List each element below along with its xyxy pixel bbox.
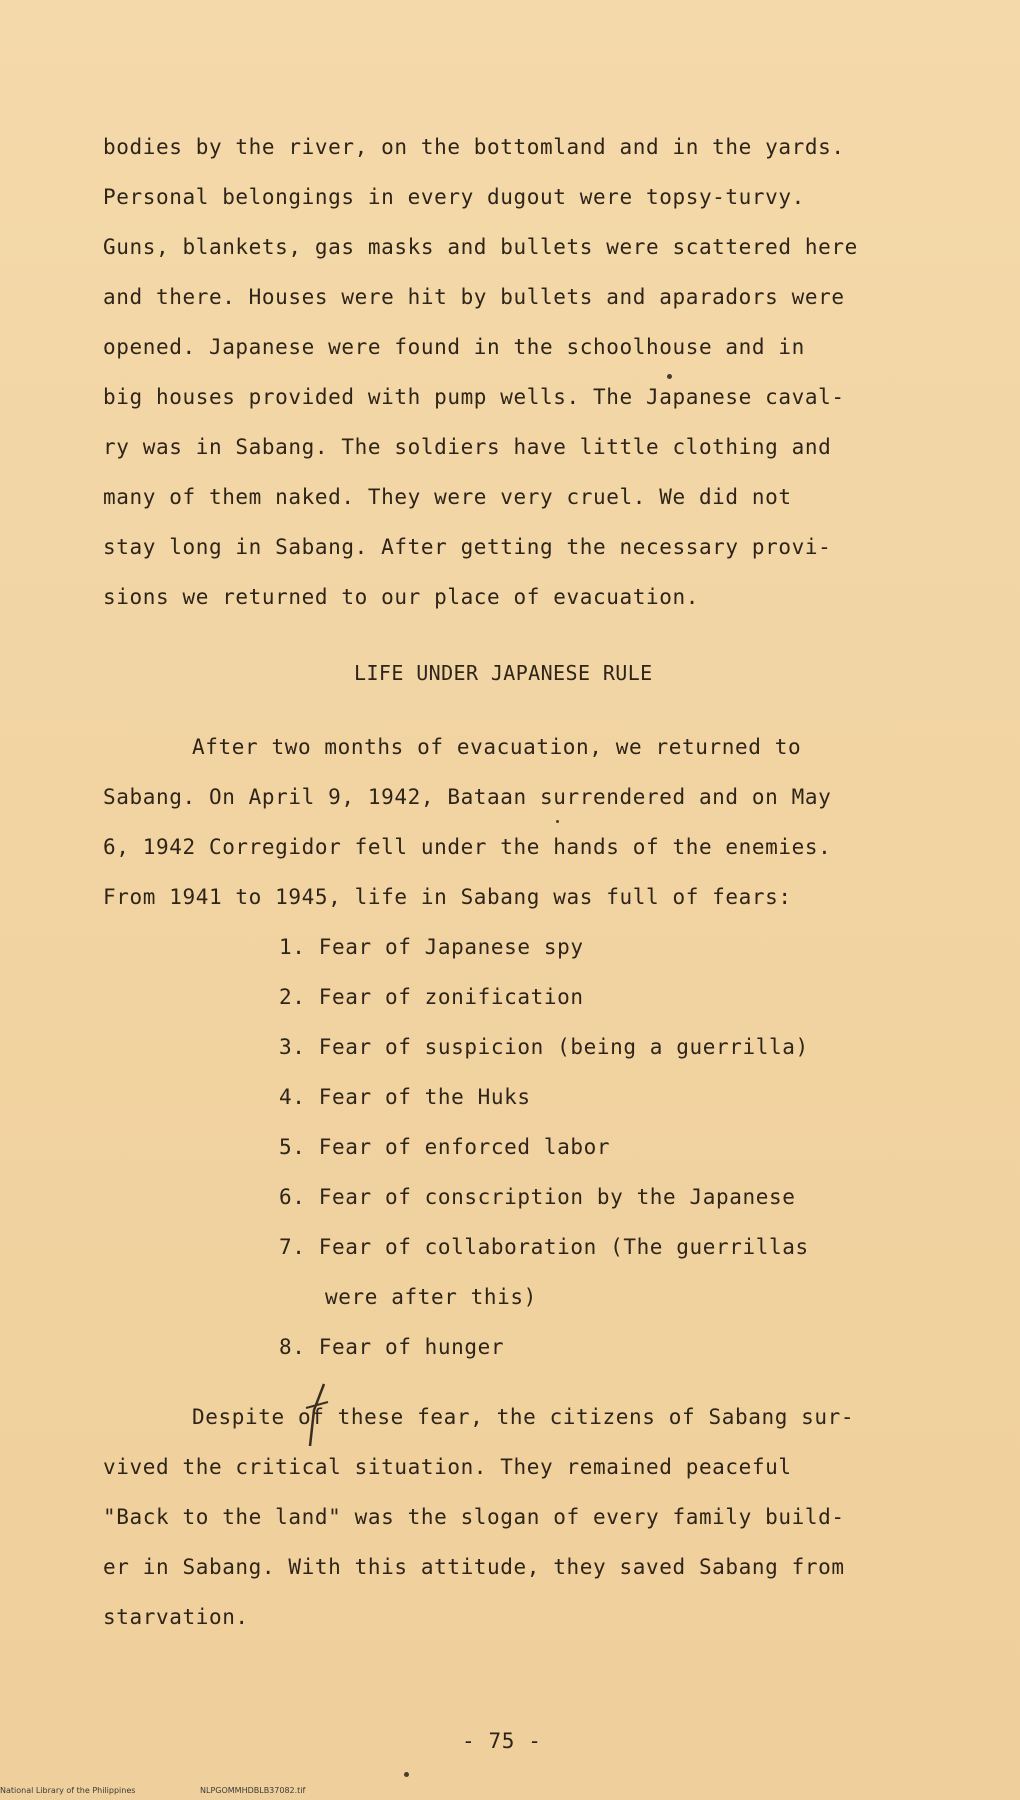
paragraph-3-line-2: vived the critical situation. They remained peaceful [103, 1455, 792, 1479]
ink-dot [667, 374, 672, 379]
paragraph-1-line-5: opened. Japanese were found in the schoolhouse and in [103, 335, 805, 359]
paragraph-2-line-3: 6, 1942 Corregidor fell under the hands of the enemies. [103, 835, 832, 859]
paragraph-1-line-6: big houses provided with pump wells. The Japanese caval- [103, 385, 845, 409]
paragraph-3-line-4: er in Sabang. With this attitude, they saved Sabang from [103, 1555, 845, 1579]
fear-item-7-continued: were after this) [325, 1285, 537, 1309]
handwritten-mark-icon [300, 1380, 330, 1452]
page-number: - 75 - [462, 1729, 542, 1753]
ink-dot [556, 820, 559, 823]
footer-right: NLPGOMMHDBLB37082.tif [200, 1786, 306, 1795]
paragraph-3-line-3: "Back to the land" was the slogan of every family build- [103, 1505, 845, 1529]
paragraph-1-line-3: Guns, blankets, gas masks and bullets were scattered here [103, 235, 858, 259]
fear-item-2: 2. Fear of zonification [279, 985, 584, 1009]
footer-left: National Library of the Philippines [0, 1786, 136, 1795]
fear-item-1: 1. Fear of Japanese spy [279, 935, 584, 959]
paragraph-1-line-10: sions we returned to our place of evacuation. [103, 585, 699, 609]
section-heading: LIFE UNDER JAPANESE RULE [354, 661, 653, 685]
fear-item-5: 5. Fear of enforced labor [279, 1135, 611, 1159]
paragraph-1-line-2: Personal belongings in every dugout were topsy-turvy. [103, 185, 805, 209]
paragraph-2-line-1: After two months of evacuation, we returned to [192, 735, 802, 759]
paragraph-1-line-7: ry was in Sabang. The soldiers have little clothing and [103, 435, 832, 459]
paragraph-1-line-9: stay long in Sabang. After getting the necessary provi- [103, 535, 832, 559]
paragraph-1-line-1: bodies by the river, on the bottomland and in the yards. [103, 135, 845, 159]
fear-item-7: 7. Fear of collaboration (The guerrillas [279, 1235, 809, 1259]
fear-item-4: 4. Fear of the Huks [279, 1085, 531, 1109]
paragraph-2-line-4: From 1941 to 1945, life in Sabang was full of fears: [103, 885, 792, 909]
fear-item-8: 8. Fear of hunger [279, 1335, 505, 1359]
paragraph-1-line-8: many of them naked. They were very cruel. We did not [103, 485, 792, 509]
fear-item-6: 6. Fear of conscription by the Japanese [279, 1185, 796, 1209]
paragraph-3-line-1: Despite of these fear, the citizens of Sabang sur- [192, 1405, 855, 1429]
paragraph-3-line-5: starvation. [103, 1605, 249, 1629]
fear-item-3: 3. Fear of suspicion (being a guerrilla) [279, 1035, 809, 1059]
paragraph-1-line-4: and there. Houses were hit by bullets and aparadors were [103, 285, 845, 309]
paragraph-2-line-2: Sabang. On April 9, 1942, Bataan surrendered and on May [103, 785, 832, 809]
ink-dot [404, 1772, 409, 1777]
